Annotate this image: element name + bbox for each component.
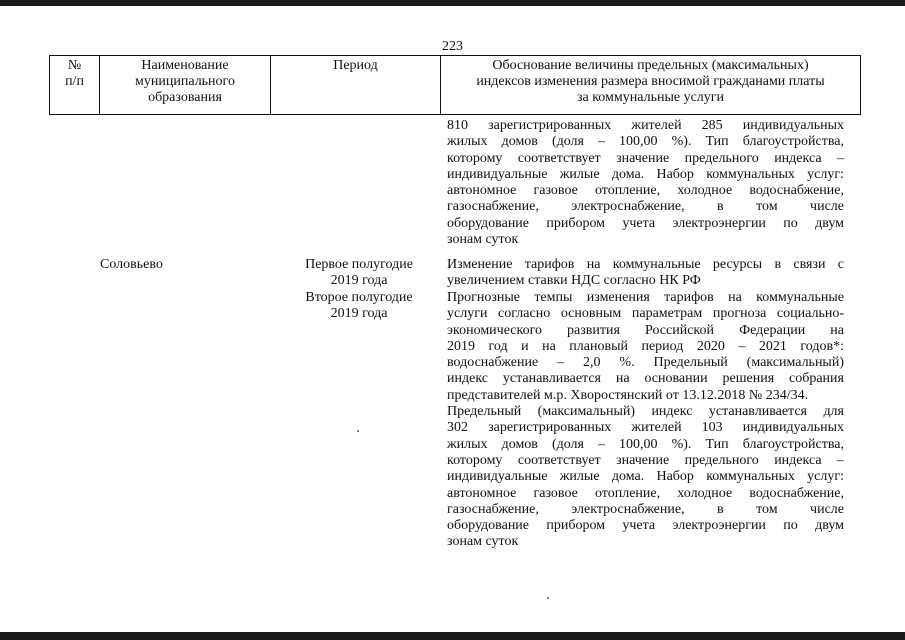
text-line: Прогнозные темпы изменения тарифов на коммунальные: [447, 290, 844, 305]
text-line: увеличением ставки НДС согласно НК РФ: [447, 273, 701, 289]
text-line: автономное газовое отопление, холодное водоснабжение,: [447, 183, 844, 199]
text-line: экономического развития Российской Федерации на: [447, 322, 844, 338]
period-line: Второе полугодие: [305, 290, 413, 305]
bottom-scan-border: [0, 632, 905, 640]
header-basis-line: за коммунальные услуги: [576, 90, 725, 105]
text-line: оборудование прибором учета электроэнергии по двум: [447, 518, 844, 534]
header-number-line: №: [67, 58, 82, 73]
text-line: жилых домов (доля – 100,00 %). Тип благоустройства,: [447, 134, 844, 150]
text-line: зонам суток: [447, 534, 519, 550]
text-line: газоснабжение, электроснабжение, в том числе: [447, 501, 844, 517]
table-header: [49, 55, 861, 115]
page-number: 223: [442, 39, 463, 54]
period-second-half: [296, 290, 422, 323]
header-basis-line: Обоснование величины предельных (максимальных): [492, 58, 809, 73]
text-line: индекс устанавливается на основании решения собрания: [447, 371, 844, 387]
text-line: 2019 год и на плановый период 2020 – 2021 годов*:: [447, 338, 844, 354]
basis-vat-change: [447, 257, 844, 290]
text-line: жилых домов (доля – 100,00 %). Тип благоустройства,: [447, 436, 844, 452]
text-line: оборудование прибором учета электроэнергии по двум: [447, 215, 844, 231]
header-name-line: образования: [148, 90, 222, 105]
header-basis-line: индексов изменения размера вносимой гражданами платы: [476, 74, 825, 89]
period-first-half: [296, 257, 422, 290]
municipality-name: Соловьево: [100, 257, 163, 272]
text-line: Предельный (максимальный) индекс устанавливается для: [447, 404, 844, 420]
text-line: индивидуальные жилые дома. Набор коммунальных услуг:: [447, 166, 844, 182]
text-line: представителей м.р. Хворостянский от 13.12.2018 № 234/34.: [447, 387, 809, 403]
header-number-line: п/п: [65, 74, 84, 89]
text-line: автономное газовое отопление, холодное водоснабжение,: [447, 485, 844, 501]
text-line: 302 зарегистрированных жителей 103 индивидуальных: [447, 420, 844, 436]
header-number-cell: [50, 56, 99, 114]
text-line: которому соответствует значение предельного индекса –: [447, 150, 844, 166]
header-period-label: Период: [333, 58, 378, 73]
text-line: зонам суток: [447, 232, 519, 248]
scan-speck: [547, 597, 549, 599]
text-line: водоснабжение – 2,0 %. Предельный (максимальный): [447, 355, 844, 371]
text-line: газоснабжение, электроснабжение, в том числе: [447, 199, 844, 215]
period-line: Первое полугодие: [305, 257, 413, 272]
top-scan-border: [0, 0, 905, 6]
period-line: 2019 года: [330, 306, 388, 322]
header-period-cell: [270, 56, 440, 114]
text-line: которому соответствует значение предельного индекса –: [447, 452, 844, 468]
header-name-line: Наименование: [141, 58, 229, 73]
basis-continuation: [447, 118, 844, 248]
basis-forecast: [447, 290, 844, 551]
header-name-line: муниципального: [135, 74, 235, 89]
text-line: услуги согласно основным параметрам прогноза социально-: [447, 306, 844, 322]
text-line: Изменение тарифов на коммунальные ресурсы в связи с: [447, 257, 844, 272]
text-line: 810 зарегистрированных жителей 285 индивидуальных: [447, 118, 844, 133]
header-name-cell: [99, 56, 270, 114]
header-basis-cell: [440, 56, 860, 114]
text-line: индивидуальные жилые дома. Набор коммунальных услуг:: [447, 469, 844, 485]
period-line: 2019 года: [330, 273, 388, 289]
scan-speck: [357, 430, 359, 432]
